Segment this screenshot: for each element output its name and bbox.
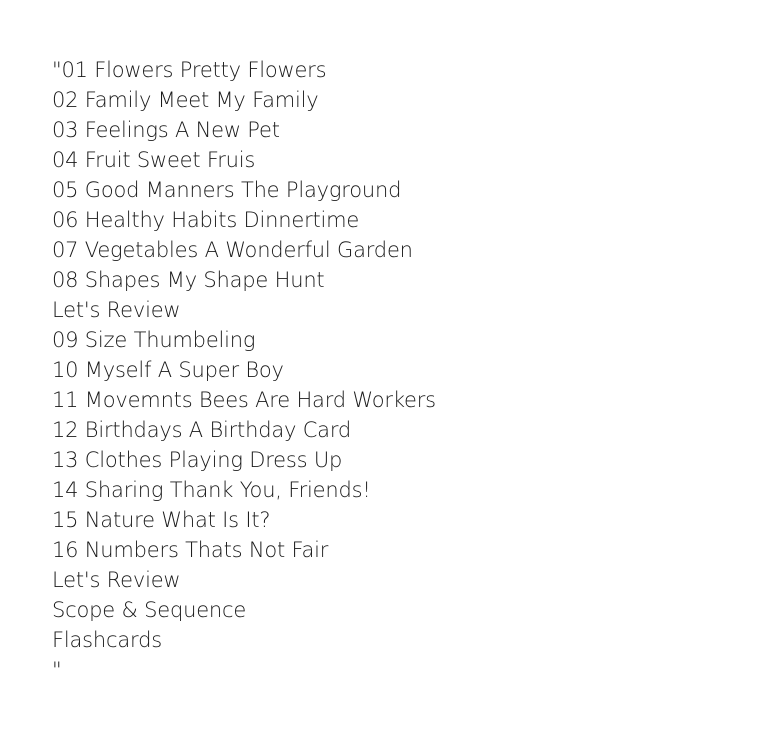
toc-line: 12 Birthdays A Birthday Card (52, 418, 352, 442)
toc-line: 09 Size Thumbeling (52, 328, 256, 352)
toc-line: " (52, 658, 62, 682)
toc-line: 10 Myself A Super Boy (52, 358, 284, 382)
toc-line: 08 Shapes My Shape Hunt (52, 268, 325, 292)
toc-line: Let's Review (52, 298, 181, 322)
toc-line: 14 Sharing Thank You, Friends! (52, 478, 371, 502)
toc-line: 03 Feelings A New Pet (52, 118, 280, 142)
toc-line: Let's Review (52, 568, 181, 592)
toc-line: 05 Good Manners The Playground (52, 178, 402, 202)
toc-line: 15 Nature What Is It? (52, 508, 271, 532)
toc-line: Scope & Sequence (52, 598, 247, 622)
table-of-contents (52, 55, 752, 685)
toc-line: "01 Flowers Pretty Flowers (52, 58, 327, 82)
toc-line: Flashcards (52, 628, 162, 652)
toc-line: 04 Fruit Sweet Fruis (52, 148, 256, 172)
toc-line: 07 Vegetables A Wonderful Garden (52, 238, 413, 262)
toc-line: 02 Family Meet My Family (52, 88, 319, 112)
toc-line: 11 Movemnts Bees Are Hard Workers (52, 388, 436, 412)
toc-line: 16 Numbers Thats Not Fair (52, 538, 329, 562)
toc-line: 06 Healthy Habits Dinnertime (52, 208, 360, 232)
toc-line: 13 Clothes Playing Dress Up (52, 448, 343, 472)
